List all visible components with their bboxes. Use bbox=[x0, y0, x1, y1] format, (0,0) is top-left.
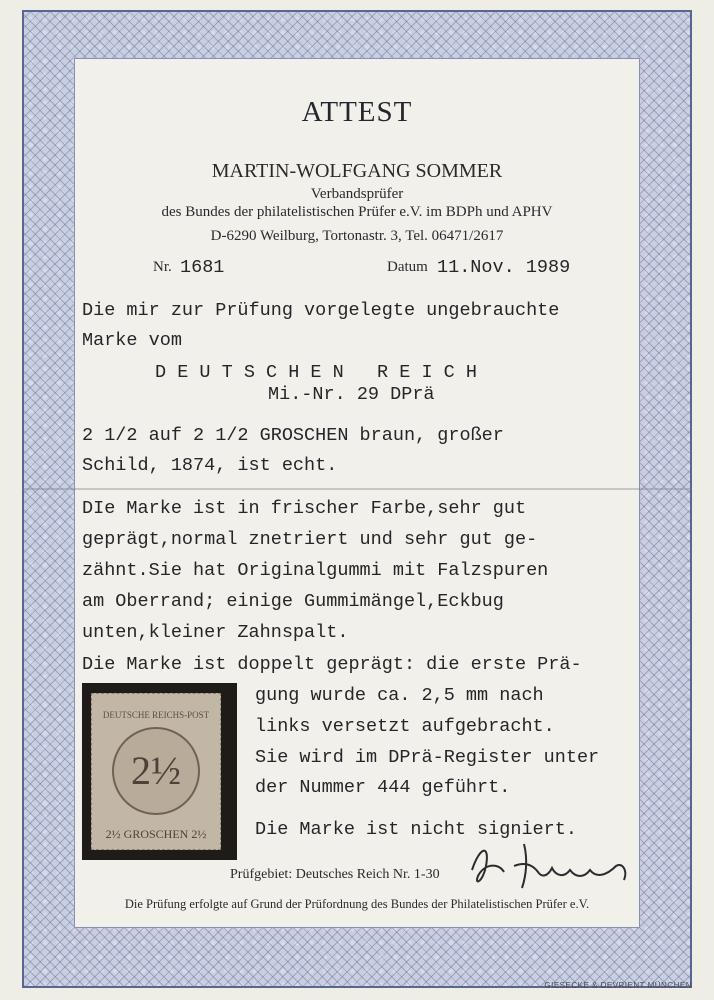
fold-crease bbox=[22, 488, 692, 490]
body-line-10: am Oberrand; einige Gummimängel,Eckbug bbox=[82, 591, 504, 612]
body-line-11: unten,kleiner Zahnspalt. bbox=[82, 622, 349, 643]
body-line-8: geprägt,normal znetriert und sehr gut ge- bbox=[82, 529, 538, 550]
body-line-2: Marke vom bbox=[82, 330, 182, 351]
printer-imprint: GIESECKE & DEVRIENT MÜNCHEN bbox=[544, 981, 692, 990]
body-line-catalog: Mi.-Nr. 29 DPrä bbox=[268, 384, 435, 405]
date-value: 11.Nov. 1989 bbox=[437, 257, 571, 278]
stamp-photo bbox=[82, 683, 237, 860]
body-line-6: Schild, 1874, ist echt. bbox=[82, 455, 338, 476]
nr-label: Nr. bbox=[153, 259, 172, 275]
body-line-5: 2 1/2 auf 2 1/2 GROSCHEN braun, großer bbox=[82, 425, 504, 446]
body-line-7: DIe Marke ist in frischer Farbe,sehr gut bbox=[82, 498, 527, 519]
body-line-13: gung wurde ca. 2,5 mm nach bbox=[255, 685, 544, 706]
legal-footnote: Die Prüfung erfolgte auf Grund der Prüfordnung des Bundes der Philatelistischen Prüfer e.V. bbox=[124, 897, 590, 911]
date-label: Datum bbox=[387, 259, 428, 275]
stamp-value: 2½ bbox=[112, 727, 200, 815]
examiner-address: D-6290 Weilburg, Tortonastr. 3, Tel. 06471/2617 bbox=[210, 228, 504, 244]
examiner-role: Verbandsprüfer bbox=[310, 186, 404, 202]
body-line-16: der Nummer 444 geführt. bbox=[255, 777, 511, 798]
certificate-title: ATTEST bbox=[301, 96, 413, 128]
body-line-17: Die Marke ist nicht signiert. bbox=[255, 819, 577, 840]
body-line-15: Sie wird im DPrä-Register unter bbox=[255, 747, 600, 768]
body-line-country: D E U T S C H E N R E I C H bbox=[155, 362, 477, 383]
stamp-bottom-text: 2½ GROSCHEN 2½ bbox=[105, 827, 207, 841]
body-line-1: Die mir zur Prüfung vorgelegte ungebrauchte bbox=[82, 300, 560, 321]
examination-scope: Prüfgebiet: Deutsches Reich Nr. 1-30 bbox=[230, 867, 440, 882]
stamp-face bbox=[91, 693, 221, 850]
nr-value: 1681 bbox=[180, 257, 225, 278]
body-line-9: zähnt.Sie hat Originalgummi mit Falzspuren bbox=[82, 560, 549, 581]
examiner-name: MARTIN-WOLFGANG SOMMER bbox=[211, 160, 503, 182]
body-line-14: links versetzt aufgebracht. bbox=[255, 716, 555, 737]
body-line-12: Die Marke ist doppelt geprägt: die erste Prä- bbox=[82, 654, 582, 675]
examiner-association: des Bundes der philatelistischen Prüfer e.V. im BDPh und APHV bbox=[161, 204, 553, 220]
signature bbox=[466, 836, 636, 898]
stamp-top-text: DEUTSCHE REICHS-POST bbox=[102, 710, 210, 720]
